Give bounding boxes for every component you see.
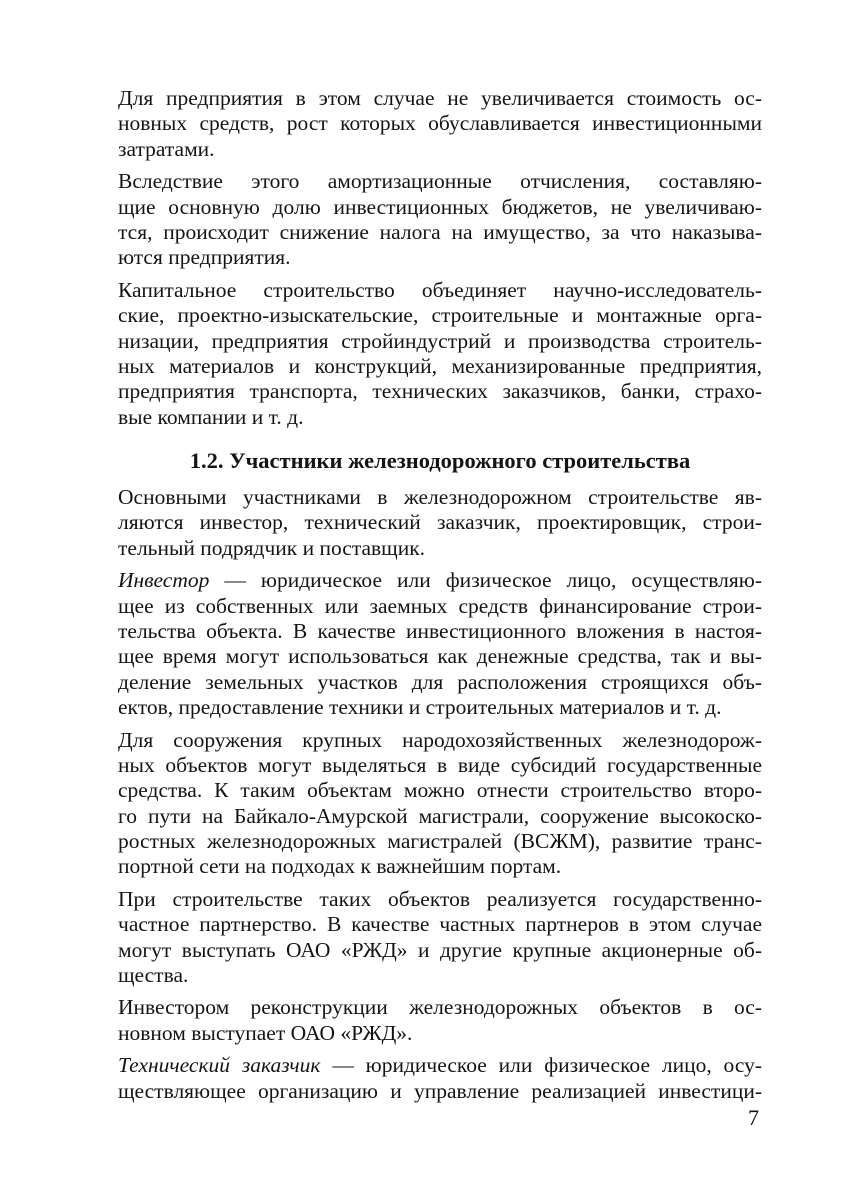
text-line: портной сети на подходах к важнейшим портам. [118,854,562,879]
text-line: ростных железнодорожных магистралей (ВСЖМ), развитие транс- [118,829,762,854]
text-line: Основными участниками в железнодорожном строительстве яв- [118,485,762,509]
text-line: щества. [118,963,189,988]
text-line: ных материалов и конструкций, механизированные предприятия, [118,353,762,378]
text-line: щее время могут использоваться как денежные средства, так и вы- [118,644,762,669]
text-block-top [118,86,762,430]
text-fragment: — юридическое или физическое лицо, осу- [332,1053,763,1078]
page-number: 7 [748,1105,759,1130]
text-line: ские, проектно-изыскательские, строительные и монтажные орга- [118,303,762,328]
text-line: Для сооружения крупных народохозяйственных железнодорож- [118,727,762,752]
text-line: ляются инвестор, технический заказчик, проектировщик, строи- [118,510,762,535]
text-line: щее из собственных или заемных средств финансирование строи- [118,593,762,618]
text-line-investor [118,568,762,593]
text-line: средства. К таким объектам можно отнести строительство второ- [118,778,762,803]
text-line: новных средств, рост которых обуславливается инвестиционными [118,111,762,136]
text-line: При строительстве таких объектов реализуется государственно- [118,886,762,911]
text-line: щие основную долю инвестиционных бюджетов, не увеличиваю- [118,194,762,219]
text-block-bottom [118,485,762,1104]
text-fragment: — юридическое или физическое лицо, осуществляю- [224,568,762,593]
text-line-customer [118,1053,762,1078]
text-line: ектов, предоставление техники и строительных материалов и т. д. [118,695,722,720]
text-line: предприятия транспорта, технических заказчиков, банки, страхо- [118,379,762,404]
text-line: тся, происходит снижение налога на имущество, за что наказыва- [118,219,762,244]
text-line: Вследствие этого амортизационные отчисления, составляю- [118,169,762,194]
text-line: могут выступать ОАО «РЖД» и другие крупные акционерные об- [118,937,762,962]
text-line: ных объектов могут выделяться в виде субсидий государственные [118,752,762,777]
text-line: низации, предприятия стройиндустрий и производства строитель- [118,328,762,353]
term-investor: Инвестор [118,568,210,593]
text-line: деление земельных участков для расположения строящихся объ- [118,669,762,694]
text-line: Капитальное строительство объединяет научно-исследователь- [118,277,762,302]
text-line: тельства объекта. В качестве инвестиционного вложения в настоя- [118,618,762,643]
text-line: Инвестором реконструкции железнодорожных объектов в ос- [118,995,762,1020]
text-line: Для предприятия в этом случае не увеличивается стоимость ос- [118,86,762,110]
text-line: частное партнерство. В качестве частных партнеров в этом случае [118,912,762,937]
section-heading: 1.2. Участники железнодорожного строительства [189,448,691,473]
text-line: ются предприятия. [118,245,291,270]
text-line: затратами. [118,136,215,161]
text-line: новном выступает ОАО «РЖД». [118,1020,413,1045]
text-line: ществляющее организацию и управление реализацией инвестици- [118,1078,762,1103]
term-technical-customer: Технический заказчик [118,1053,321,1078]
text-line: тельный подрядчик и поставщик. [118,535,426,560]
text-line: вые компании и т. д. [118,404,304,429]
text-line: го пути на Байкало-Амурской магистрали, сооружение высокоско- [118,803,762,828]
